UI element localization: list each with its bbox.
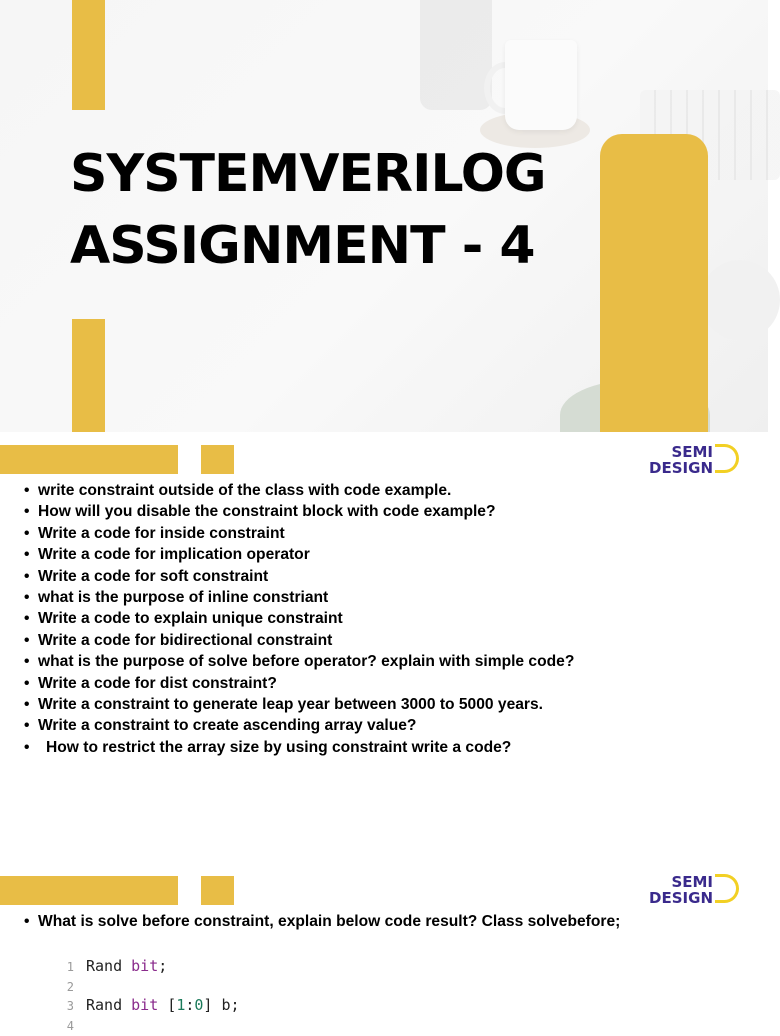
list-item: • Write a code to explain unique constraint <box>24 608 574 629</box>
line-number: 2 <box>66 980 74 994</box>
header-accent-bar <box>0 445 178 474</box>
header-accent-square <box>201 876 234 905</box>
title-line-1: SYSTEMVERILOG <box>70 144 546 204</box>
logo-mark-icon <box>715 874 739 903</box>
logo-text <box>639 874 713 906</box>
code-line <box>44 957 167 976</box>
code-rest: b; <box>212 996 240 1014</box>
line-number: 4 <box>66 1019 74 1033</box>
code-type: bit <box>131 957 159 975</box>
list-item: • How will you disable the constraint block with code example? <box>24 501 574 522</box>
line-number: 3 <box>66 999 74 1013</box>
code-question: • What is solve before constraint, explain below code result? Class solvebefore; <box>24 911 620 932</box>
background-round-object <box>700 260 780 340</box>
code-block <box>44 952 344 1032</box>
header-accent-square <box>201 445 234 474</box>
code-range-open: [ <box>167 996 177 1014</box>
header-accent-bar <box>0 876 178 905</box>
list-item: • Write a constraint to generate leap year between 3000 to 5000 years. <box>24 694 574 715</box>
list-item: • what is the purpose of solve before operator? explain with simple code? <box>24 651 574 672</box>
title-line-2: ASSIGNMENT - 4 <box>70 216 535 276</box>
code-number: 1 <box>176 996 186 1014</box>
logo-line-2: DESIGN <box>649 459 713 477</box>
list-item: • Write a code for bidirectional constraint <box>24 630 574 651</box>
code-keyword: Rand <box>86 957 123 975</box>
logo-text <box>639 444 713 476</box>
list-item: • Write a code for soft constraint <box>24 566 574 587</box>
code-colon: : <box>185 996 195 1014</box>
accent-bar-bottom <box>72 319 105 432</box>
list-item: • How to restrict the array size by using constraint write a code? <box>24 737 574 758</box>
background-pencil-jar <box>420 0 492 110</box>
code-question-slide <box>0 852 768 1033</box>
list-item: • what is the purpose of inline constriant <box>24 587 574 608</box>
logo-line-2: DESIGN <box>649 889 713 907</box>
accent-bar-top <box>72 0 105 110</box>
code-number: 0 <box>194 996 204 1014</box>
page-title <box>70 138 546 282</box>
code-rest: ; <box>158 957 168 975</box>
semi-design-logo <box>639 444 745 478</box>
list-item: • Write a code for dist constraint? <box>24 673 574 694</box>
semi-design-logo <box>639 874 745 908</box>
list-item: • Write a code for inside constraint <box>24 523 574 544</box>
list-item: • write constraint outside of the class with code example. <box>24 480 574 501</box>
question-list <box>24 480 574 758</box>
code-line <box>44 996 240 1015</box>
logo-mark-icon <box>715 444 739 473</box>
title-slide <box>0 0 768 432</box>
background-coffee-cup <box>505 40 577 130</box>
list-item: • Write a constraint to create ascending array value? <box>24 715 574 736</box>
questions-slide <box>0 432 768 852</box>
code-range-close: ] <box>203 996 213 1014</box>
list-item: • Write a code for implication operator <box>24 544 574 565</box>
code-type: bit <box>131 996 159 1014</box>
code-line <box>44 977 86 996</box>
logo-line-1: SEMI <box>671 443 713 461</box>
line-number: 1 <box>66 960 74 974</box>
logo-line-1: SEMI <box>671 873 713 891</box>
code-line <box>44 1016 86 1035</box>
code-keyword: Rand <box>86 996 123 1014</box>
accent-bar-right <box>600 134 708 432</box>
